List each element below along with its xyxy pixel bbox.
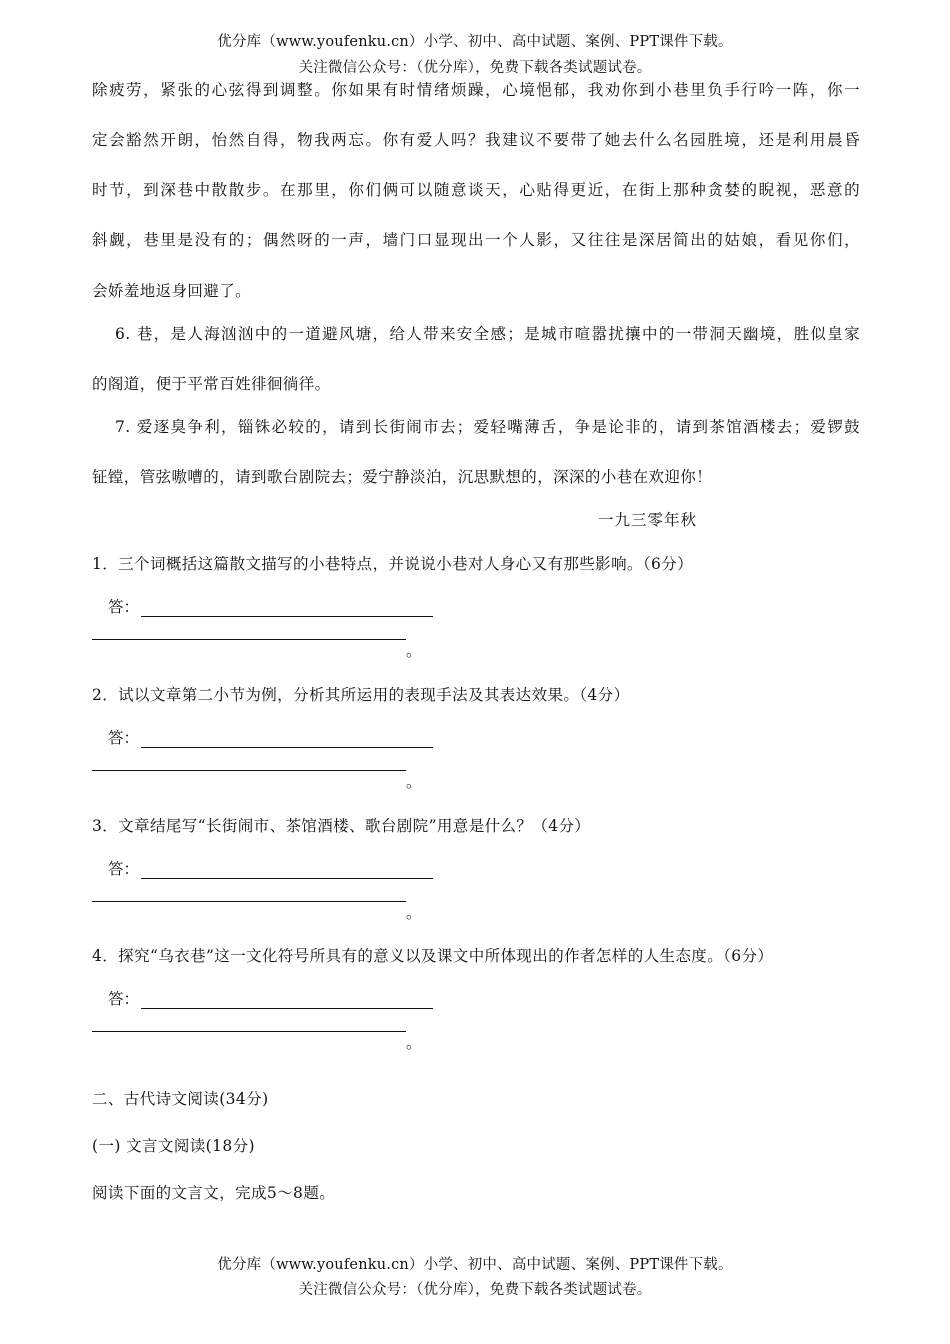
section-title: 二、古代诗文阅读(34分) xyxy=(92,1090,269,1108)
answer-4-continuation-blank[interactable] xyxy=(92,1031,406,1032)
answer-3-row xyxy=(108,857,433,879)
answer-4-blank[interactable] xyxy=(141,992,433,1009)
paragraph-6-line-1: 6. 巷，是人海汹汹中的一道避风塘，给人带来安全感；是城市喧嚣扰攘中的一带洞天幽境，胜似皇家 xyxy=(115,325,860,343)
answer-label: 答： xyxy=(108,598,140,616)
footer-line-1: 优分库（www.youfenku.cn）小学、初中、高中试题、案例、PPT课件下载。 xyxy=(217,1257,733,1273)
answer-2-blank[interactable] xyxy=(141,731,433,748)
question-1: 1．三个词概括这篇散文描写的小巷特点，并说说小巷对人身心又有那些影响。（6分） xyxy=(92,555,694,573)
period: 。 xyxy=(406,773,422,791)
answer-label: 答： xyxy=(108,860,140,878)
answer-label: 答： xyxy=(108,729,140,747)
answer-1-blank[interactable] xyxy=(141,600,433,617)
header-line-1: 优分库（www.youfenku.cn）小学、初中、高中试题、案例、PPT课件下载。 xyxy=(217,34,733,50)
section-instruction: 阅读下面的文言文，完成5～8题。 xyxy=(92,1184,336,1202)
paragraph-6-line-2: 的阁道，便于平常百姓徘徊徜徉。 xyxy=(92,375,331,393)
passage-line-3: 时节，到深巷中散散步。在那里，你们俩可以随意谈天，心贴得更近，在街上那种贪婪的睨视，恶意的 xyxy=(92,181,860,199)
answer-2-row xyxy=(108,726,433,748)
footer-line-2: 关注微信公众号：（优分库），免费下载各类试题试卷。 xyxy=(298,1282,652,1298)
answer-3-blank[interactable] xyxy=(141,862,433,879)
answer-label: 答： xyxy=(108,990,140,1008)
period: 。 xyxy=(406,904,422,922)
passage-date: 一九三零年秋 xyxy=(598,511,698,529)
paragraph-7-line-2: 钲镗，管弦嗷嘈的，请到歌台剧院去；爱宁静淡泊，沉思默想的，深深的小巷在欢迎你！ xyxy=(92,468,713,486)
question-3: 3．文章结尾写“长街闹市、茶馆酒楼、歌台剧院”用意是什么？（4分） xyxy=(92,817,591,835)
answer-1-row xyxy=(108,595,433,617)
answer-3-continuation-blank[interactable] xyxy=(92,901,406,902)
section-subtitle: (一) 文言文阅读(18分) xyxy=(92,1137,255,1155)
passage-line-1: 除疲劳，紧张的心弦得到调整。你如果有时情绪烦躁，心境悒郁，我劝你到小巷里负手行吟一阵，你一 xyxy=(92,81,860,99)
answer-1-continuation-blank[interactable] xyxy=(92,639,406,640)
question-4: 4．探究“乌衣巷”这一文化符号所具有的意义以及课文中所体现出的作者怎样的人生态度。（6分） xyxy=(92,947,774,965)
question-2: 2．试以文章第二小节为例，分析其所运用的表现手法及其表达效果。（4分） xyxy=(92,686,630,704)
header-line-2: 关注微信公众号：（优分库），免费下载各类试题试卷。 xyxy=(298,60,652,76)
passage-line-4: 斜觑，巷里是没有的；偶然呀的一声，墙门口显现出一个人影，又往往是深居简出的姑娘，看见你们， xyxy=(92,231,860,249)
period: 。 xyxy=(406,1034,422,1052)
period: 。 xyxy=(406,642,422,660)
paragraph-7-line-1: 7. 爱逐臭争利，锱铢必较的，请到长街闹市去；爱轻嘴薄舌，争是论非的，请到茶馆酒楼去；爱锣鼓 xyxy=(115,418,860,436)
passage-line-2: 定会豁然开朗，怡然自得，物我两忘。你有爱人吗？我建议不要带了她去什么名园胜境，还是利用晨昏 xyxy=(92,131,860,149)
answer-2-continuation-blank[interactable] xyxy=(92,770,406,771)
answer-4-row xyxy=(108,987,433,1009)
passage-line-5: 会娇羞地返身回避了。 xyxy=(92,282,252,300)
